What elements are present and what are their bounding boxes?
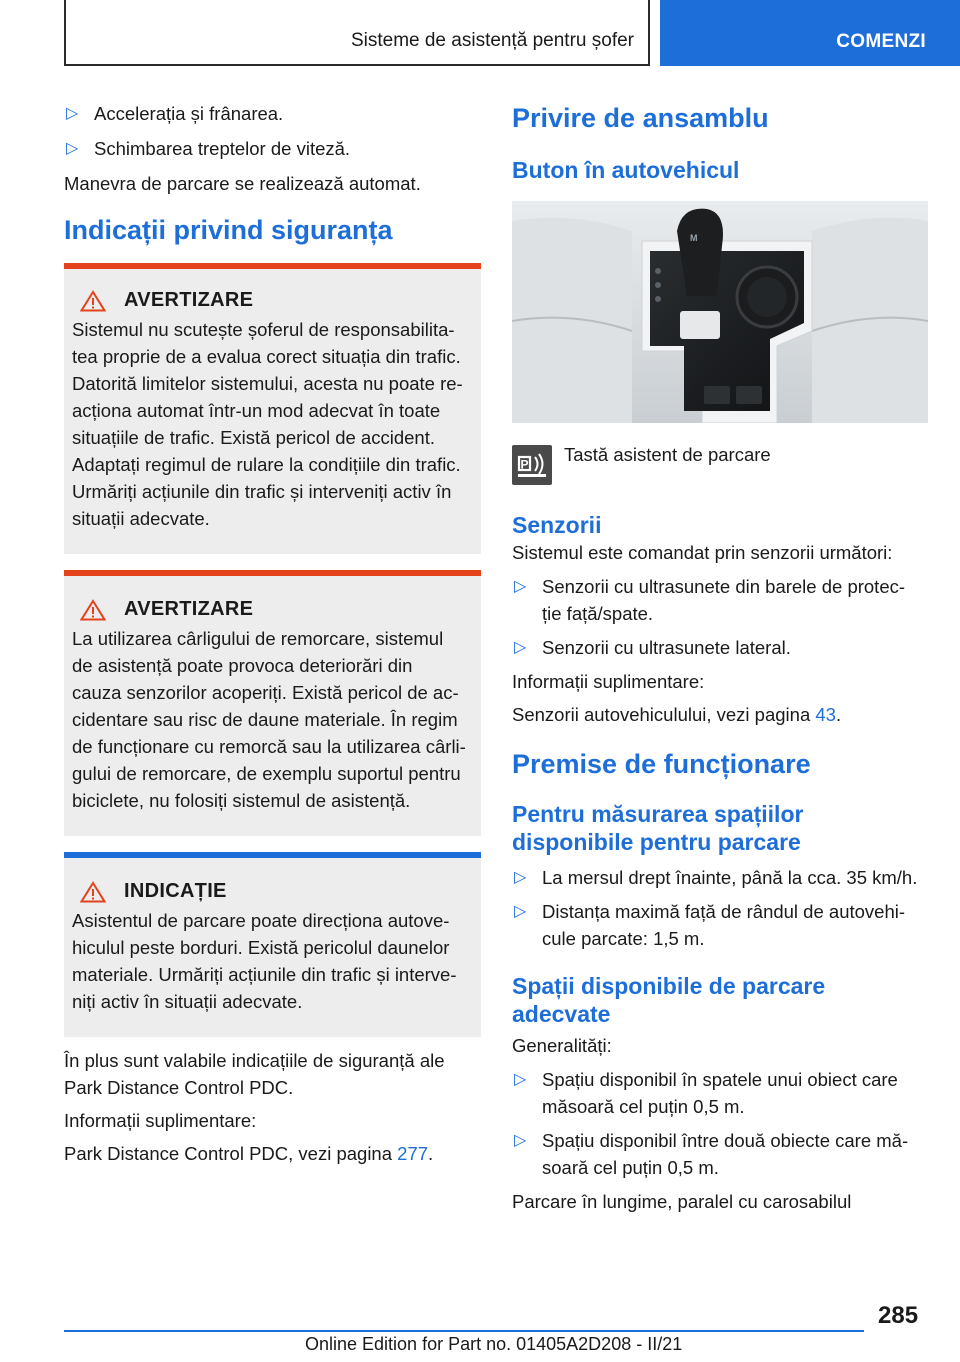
warning-title: AVERTIZARE [124,289,254,311]
subheading-button: Buton în autovehicul [512,157,740,183]
warning-text: Sistemul nu scutește șoferul de responsabilita- tea proprie de a evalua corect situația din trafic. Datorită limitelor sistemului, acesta nu poate re- acționa automat într-un mod adecvat în toate situațiile de trafic. Există pericol de accident. Adaptați regimul de rulare la condițiile din trafic. Urmăriți acțiunile din trafic și interveniți activ în situații adecvate. [72,319,463,529]
note-text: Asistentul de parcare poate direcționa autove- hiculul peste borduri. Există pericolul daunelor materiale. Urmăriți acțiunile din trafic și interve- niți activ în situații adecvate. [72,910,457,1012]
bullet-triangle-icon: ▷ [514,1071,527,1088]
cross-reference: Senzorii autovehiculului, vezi pagina 43. [512,704,842,725]
warning-triangle-icon [80,599,106,621]
paragraph: Informații suplimentare: [64,1110,257,1131]
cross-reference: Park Distance Control PDC, vezi pagina 277. [64,1143,434,1164]
bullet-triangle-icon: ▷ [66,140,79,157]
header-section-title: Sisteme de asistență pentru șofer [350,30,634,51]
bullet-triangle-icon: ▷ [514,903,527,920]
paragraph: Informații suplimentare: [512,671,705,692]
list-item-text: Accelerația și frânarea. [94,103,284,124]
warning-text: La utilizarea cârligului de remorcare, sistemul de asistență poate provoca deteriorări din cauza senzorilor acoperiți. Există pericol de ac- cidentare sau risc de daune materiale. În regim de funcționare cu remorcă sau la utilizarea cârli- gului de remorcare, de exemplu suportul pentru biciclete, nu folosiți sistemul de asistență. [72,628,466,811]
svg-text:P: P [520,457,529,472]
header-chapter-label: COMENZI [836,31,926,52]
footer-rule [64,1330,864,1332]
bullet-triangle-icon: ▷ [66,105,79,122]
page-number: 285 [878,1302,919,1329]
park-assist-button-icon [512,445,552,485]
warning-title: AVERTIZARE [124,598,254,620]
list-item: ▷ Senzorii cu ultrasunete din barele de protec- ție față/spate. [512,573,929,627]
warning-triangle-icon [80,290,106,312]
note-box [64,852,481,1037]
center-console-illustration [512,201,928,423]
list-item: ▷ Spațiu disponibil în spatele unui obiect care măsoară cel puțin 0,5 m. [512,1066,929,1120]
subheading-sensors: Senzorii [512,512,602,538]
list-item: ▷ Distanța maximă față de rândul de autovehi- cule parcate: 1,5 m. [512,898,929,952]
subheading-spaces: Spații disponibile de parcare adecvate [512,973,826,1027]
bullet-triangle-icon: ▷ [514,639,527,656]
paragraph: Parcare în lungime, paralel cu carosabilul [512,1191,852,1212]
footer-edition: Online Edition for Part no. 01405A2D208 - II/21 [305,1334,683,1354]
page-link[interactable]: 277 [397,1143,429,1164]
bullet-triangle-icon: ▷ [514,1132,527,1149]
page-link[interactable]: 43 [815,704,836,725]
right-column [512,100,929,1215]
section-heading-premises: Premise de funcționare [512,749,811,779]
list-item [64,135,481,162]
paragraph: Generalități: [512,1035,612,1056]
header-section-box [64,0,650,66]
list-item: ▷ La mersul drept înainte, până la cca. 35 km/h. [512,864,929,891]
svg-text:M: M [690,233,698,243]
warning-box [64,570,481,836]
warning-box [64,263,481,554]
button-legend [512,441,929,485]
section-heading-safety: Indicații privind siguranța [64,215,393,245]
paragraph: Sistemul este comandat prin senzorii următori: [512,542,893,563]
section-heading-overview: Privire de ansamblu [512,103,769,133]
paragraph: În plus sunt valabile indicațiile de siguranță ale Park Distance Control PDC. [64,1050,445,1098]
console-photo [512,201,928,423]
list-item [64,100,481,127]
note-title: INDICAȚIE [124,880,227,902]
header-chapter-tab[interactable] [660,0,960,66]
bullet-triangle-icon: ▷ [514,578,527,595]
list-item: ▷ Spațiu disponibil între două obiecte care mă- soară cel puțin 0,5 m. [512,1127,929,1181]
subheading-measure: Pentru măsurarea spațiilor disponibile pentru parcare [512,801,804,855]
list-item-text: Schimbarea treptelor de viteză. [94,138,351,159]
list-item: ▷ Senzorii cu ultrasunete lateral. [512,634,929,661]
bullet-triangle-icon: ▷ [514,869,527,886]
warning-triangle-icon [80,881,106,903]
paragraph: Manevra de parcare se realizează automat. [64,173,421,194]
left-column [64,100,481,1167]
button-legend-label: Tastă asistent de parcare [564,444,771,465]
